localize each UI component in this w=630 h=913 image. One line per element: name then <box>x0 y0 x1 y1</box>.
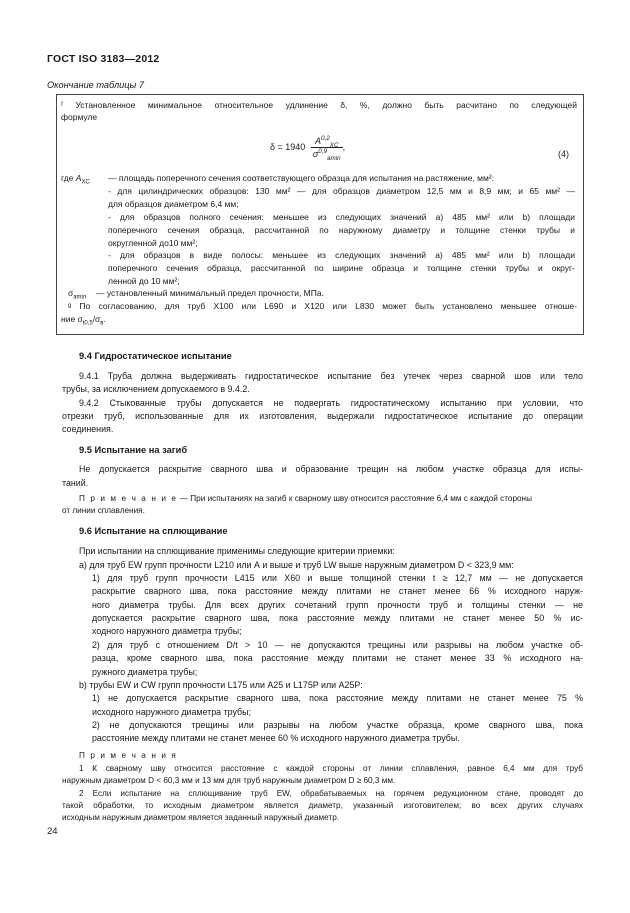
formula-number: (4) <box>558 149 569 159</box>
where-line-8: поперечного сечения образца, рассчитанной по ширине образца и толщине стенки трубы и округ- <box>108 263 575 273</box>
footnote-f-line-2: формуле <box>61 112 98 122</box>
sigma-definition: — установленный минимальный предел прочности, МПа. <box>96 288 324 298</box>
formula-fraction <box>311 135 343 162</box>
formula-4: δ = 1940 $\frac{A^{0,2}_{XC}}{\sigma^{0,9}_{amin}}$ , <box>270 135 346 162</box>
s96-b2-line-2: расстояние между плитами не станет менее 60 % исходного наружного диаметра трубы. <box>92 733 460 743</box>
footnote-f-line-1: ᶠ Установленное минимальное относительное удлинение δ, %, должно быть расчитано по следующей <box>61 100 577 110</box>
s94-p1-line-2: трубы, за исключением допускаемого в 9.4.2. <box>62 384 250 394</box>
footnote-g-line-2: ние $\sigma_{t0,5}/\sigma_в$. <box>61 314 106 327</box>
s96-note2-line-1: 2 Если испытание на сплющивание труб EW, обрабатываемых на горячем редукционном стане, проводят до <box>79 789 583 798</box>
table-continuation-caption: Окончание таблицы 7 <box>47 80 144 90</box>
where-line-2: - для цилиндрических образцов: 130 мм² — для образцов диаметром 12,5 мм и 8,9 мм; и 65 мм² — <box>108 186 575 196</box>
s96-a2-line-2: разца, кроме сварного шва, пока расстояние между плитами не станет менее 33 % исходного на- <box>92 653 583 663</box>
s95-p1-line-1: Не допускается раскрытие сварного шва и образование трещин на любом участке образца для испы- <box>79 464 583 474</box>
where-line-5: поперечного сечения образца, рассчитанной по наружному диаметру и толщине стенки трубы и <box>108 225 575 235</box>
sigma-symbol: $\sigma_{amin}$ <box>68 288 87 301</box>
s96-item-b: b) трубы EW и CW групп прочности L175 или A25 и L175P или A25P: <box>79 680 363 690</box>
s96-a1-line-3: ного диаметра трубы. Для всех других сочетаний групп прочности труб и толщины стенки — не <box>92 600 583 610</box>
s96-intro: При испытании на сплющивание применимы следующие критерии приемки: <box>79 546 395 556</box>
s96-b1-line-2: исходного наружного диаметра трубы; <box>92 707 251 717</box>
s96-notes-label: П р и м е ч а н и я <box>79 751 178 760</box>
section-9-5-title: 9.5 Испытание на загиб <box>79 445 188 455</box>
s96-b1-line-1: 1) не допускается раскрытие сварного шва, пока расстояние между плитами не станет менее 75 % <box>92 693 583 703</box>
s96-a2-line-3: ружного диаметра трубы; <box>92 667 198 677</box>
s94-p2-line-1: 9.4.2 Стыкованные трубы допускается не подвергать гидростатическому испытанию при условии, что <box>79 398 583 408</box>
where-line-1: — площадь поперечного сечения соответствующего образца для испытания на растяжение, мм²: <box>108 173 495 183</box>
section-9-4-title: 9.4 Гидростатическое испытание <box>79 351 232 361</box>
s96-note1-line-2: наружным диаметром D < 60,3 мм и 13 мм для труб наружным диаметром D ≥ 60,3 мм. <box>62 776 396 785</box>
s96-note1-line-1: 1 К сварному шву относится расстояние с каждой стороны от линии сплавления, равное 6,4 мм для труб <box>79 764 583 773</box>
s95-note-line-2: от линии сплавления. <box>62 506 145 515</box>
s96-a1-line-5: ходного наружного диаметра трубы; <box>92 626 242 636</box>
s94-p1-line-1: 9.4.1 Труба должна выдерживать гидростатическое испытание без утечек через сварной шов или тело <box>79 371 583 381</box>
where-line-3: для образцов диаметром 6,4 мм; <box>108 199 239 209</box>
where-line-9: ленной до 10 мм²; <box>108 276 180 286</box>
s96-note2-line-2: такой обработки, то исходным диаметром является диаметр, указанный изготовителем; во всех других случаях <box>62 801 583 810</box>
s96-a1-line-1: 1) для труб групп прочности L415 или X60 и выше толщиной стенки t ≥ 12,7 мм — не допускается <box>92 573 583 583</box>
s95-p1-line-2: таний. <box>62 478 89 488</box>
formula-lhs: δ = 1940 <box>270 141 306 152</box>
s96-note2-line-3: исходным наружным диаметром является заданный наружный диаметр. <box>62 813 340 822</box>
where-line-6: округленной до10 мм²; <box>108 238 198 248</box>
s96-a2-line-1: 2) для труб с отношением D/t > 10 — не допускаются трещины или разрывы на любом участке об- <box>92 640 583 650</box>
s96-a1-line-4: допускается раскрытие сварного шва, пока расстояние между плитами не станет менее 50 % ис- <box>92 613 583 623</box>
document-code: ГОСТ ISO 3183—2012 <box>47 53 160 65</box>
section-9-6-title: 9.6 Испытание на сплющивание <box>79 526 228 536</box>
s94-p2-line-3: соединения. <box>62 424 114 434</box>
s94-p2-line-2: отрезки труб, использованные для их изготовления, выдержали гидростатическое испытание до операции <box>62 411 583 421</box>
s96-a1-line-2: раскрытие сварного шва, пока расстояние между плитами не станет менее 66 % исходного наруж- <box>92 586 583 596</box>
formula-numerator: A$^{0,2}_{XC}$ <box>311 136 343 148</box>
where-line-7: - для образцов в виде полосы: меньшее из следующих значений а) 485 мм² или b) площади <box>108 250 575 260</box>
where-line-4: - для образцов полного сечения: меньшее из следующих значений а) 485 мм² или b) площади <box>108 212 575 222</box>
where-prefix: где $A_{XC}$ <box>61 173 90 186</box>
s96-item-a: a) для труб EW групп прочности L210 или А и выше и труб LW выше наружным диаметром D < 323,9 мм: <box>79 560 514 570</box>
s96-b2-line-1: 2) не допускаются трещины или разрывы на любом участке образца, кроме сварного шва, пока <box>92 720 583 730</box>
formula-denominator: $\sigma^{0,9}_{amin}$ <box>312 148 341 162</box>
page-number: 24 <box>47 826 58 837</box>
s95-note-line-1: П р и м е ч а н и е — При испытаниях на загиб к сварному шву относится расстояние 6,4 мм с каждой стороны <box>79 494 532 503</box>
footnote-g-line-1: ᵍ По согласованию, для труб X100 или L690 и X120 или L830 может быть установлено меньшее отноше- <box>68 301 577 311</box>
